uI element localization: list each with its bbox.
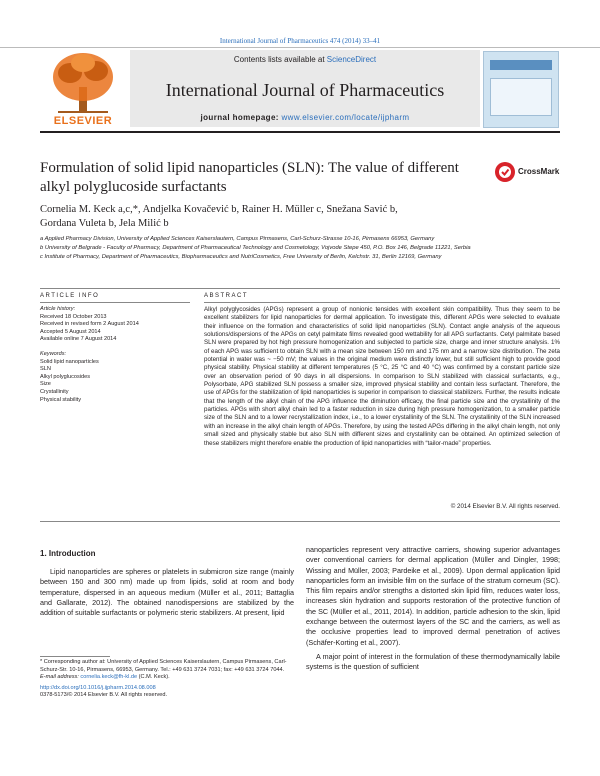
history-item: Received in revised form 2 August 2014 [40, 321, 139, 328]
crossmark-icon [494, 161, 516, 183]
keyword-item: Solid lipid nanoparticles [40, 358, 99, 365]
affiliation-c: c Institute of Pharmacy, Department of Pharmaceutics, Biopharmaceutics and NutriCosmetics, Free University of Berlin, Kelchstr. 31, Berlin 12169, Germany [40, 254, 442, 260]
sciencedirect-link[interactable]: ScienceDirect [326, 55, 377, 64]
history-item: Received 18 October 2013 [40, 313, 107, 320]
journal-homepage [130, 113, 480, 122]
journal-citation[interactable]: International Journal of Pharmaceutics 474 (2014) 33–41 [219, 37, 381, 45]
email-suffix: (C.M. Keck). [137, 674, 170, 681]
abstract-heading: ABSTRACT [204, 293, 249, 299]
doi-link[interactable]: http://dx.doi.org/10.1016/j.ijpharm.2014.08.008 [40, 684, 156, 691]
corresponding-author-note: * Corresponding author at: University of Applied Sciences Kaiserslautern, Campus Pirmasens, Carl-Schurz-Str. 10-16, Pirmasens, 66953, Germany. Tel.: +49 631 3724 7031; fax: +49 631 3724 7044. [40, 659, 287, 673]
abstract-text: Alkyl polyglycosides (APGs) represent a group of nonionic tensides with excellent skin compatibility. Thus they seem to be excellent stabilizers for lipid nanoparticles for dermal application. To investigate this, different APGs were selected to evaluate their influence on the formation and characteristics of solid lipid nanoparticles (SLN). Contact angle analysis of the aqueous solutions/dispersions of the APGs on cetyl palmitate films revealed good wettability for all APG surfactants. Cetyl palmitate based SLN were prepared by hot high pressure homogenization and subjected to particle size, charge and inner structure analysis. 1% of each APG was sufficient to obtain SLN with a mean size between 150 nm and 175 nm and a narrow size distribution. The zeta potential in water was ~ −50 mV; the values in the original medium were distinctly lower, but still sufficient high to provide good physical stability. Physical stability at different temperatures (5 °C, 25 °C and 40 °C) was confirmed by a constant particle size over an observation period of 90 days in all dispersions. In comparison to SLN stabilized with classical surfactants, e.g., Polysorbate, APG stabilized SLN possess a smaller size, improved physical stability and contain less surfactant. Therefore, the use of APGs for the stabilization of lipid nanoparticles is superior in comparison to classical stabilizers. Further, the results indicate that the length of the alkyl chain of the APG influence the diminution efficacy, the final particle size and the crystallinity of the particles. APGs with short alkyl chain led to a faster reduction in size during high pressure homogenization, to a smaller particle size of the SLN and to a lower recrystallization index, i.e., to a lower crystallinity of the SLN. The crystallinity of the SLN increased with an increase in the alkyl chain length of APGs. Therefore, by using the tested APGs differing in the alkyl chain length, not only small sized and physically stable but also SLN with different sizes and crystallinity can be obtained. An optimized selection of these stabilizers might therefore enable the production of lipid nanoparticles with “tailor-made” properties. [204, 306, 560, 447]
cover-art [490, 78, 552, 116]
history-item: Available online 7 August 2014 [40, 336, 117, 343]
body-column-left [40, 567, 294, 618]
journal-title: International Journal of Pharmaceutics [165, 80, 445, 100]
header-top-rule [0, 47, 600, 48]
article-info-heading: ARTICLE INFO [40, 293, 100, 299]
elsevier-wordmark: ELSEVIER [53, 115, 113, 127]
intro-paragraph-2: A major point of interest in the formulation of these thermodynamically labile systems is the question of sufficient [306, 651, 560, 672]
authors-line-2: Gordana Vuleta b, Jela Milić b [40, 218, 169, 229]
affiliation-a: a Applied Pharmacy Division, University of Applied Sciences Kaiserslautern, Campus Pirmasens, Carl-Schurz-Strasse 10-16, Pirmasens 66953, Germany [40, 236, 435, 242]
article-info-rule [40, 302, 190, 303]
intro-paragraph-1: Lipid nanoparticles are spheres or platelets in submicron size range (mainly between 150 and 300 nm) made up from lipids, solid at room and body temperature, dispersed in an aqueous medium (Müller et al., 2011; Battaglia and Gallarate, 2012). The obtained nanodispersions are stabilized by the addition of suitable surfactants or polymeric steric stabilizers. At present, lipid [40, 567, 294, 618]
article-info [40, 306, 190, 404]
abstract-copyright: © 2014 Elsevier B.V. All rights reserved. [450, 503, 560, 510]
footnote [40, 659, 294, 700]
keyword-item: Size [40, 381, 51, 388]
introduction-heading: 1. Introduction [40, 549, 96, 558]
keyword-item: Physical stability [40, 396, 82, 403]
keyword-item: SLN [40, 366, 51, 373]
intro-paragraph-1-cont: nanoparticles represent very attractive carriers, showing superior advantages over conventional carriers for dermal application (Müller and Dingler, 1998; Wissing and Müller, 2003; Pardeike et al., 2009). Upon dermal application lipid nanoparticles form an invisible film on the surface of the stratum corneum (SC). This film repairs and/or strengths a distorted skin lipid film, reduces water loss, increases skin hydration and supports restoration of the protective function of the SC (Müller et al., 2011, 2014). In addition, particle adhesion to the skin, lipid exchange between the outermost layers of the SC and the carriers, as well as the occlusive properties lead to improved dermal penetration of actives (Schäfer-Korting et al., 2007). [306, 545, 560, 647]
body-rule [40, 521, 560, 522]
email-link[interactable]: cornelia.keck@fh-kl.de [80, 674, 138, 681]
history-label: Article history: [40, 306, 76, 312]
keyword-item: Alkyl polyglucosides [40, 373, 91, 380]
affiliation-b: b University of Belgrade - Faculty of Pharmacy, Department of Pharmaceutical Technology and Cosmetology, Vojvode Stepe 450, P.O. Box 146, Belgrade 11221, Serbia [40, 245, 471, 251]
email-label: E-mail address: [40, 674, 81, 681]
contents-line [130, 55, 480, 64]
body-column-right [306, 545, 560, 673]
crossmark-label: CrossMark [518, 167, 560, 176]
keyword-item: Crystallinity [40, 388, 69, 395]
keywords-label: Keywords: [40, 350, 67, 357]
cover-title-band [490, 60, 552, 70]
homepage-label: journal homepage: [200, 113, 282, 122]
email-line [40, 674, 294, 682]
header-bottom-rule [40, 131, 560, 133]
issn-line: 0378-5173/© 2014 Elsevier B.V. All rights reserved. [40, 692, 168, 699]
abstract-rule [204, 302, 560, 303]
history-item: Accepted 5 August 2014 [40, 328, 101, 335]
authors-line-1: Cornelia M. Keck a,c,*, Andjelka Kovačević b, Rainer H. Müller c, Snežana Savić b, [40, 204, 398, 215]
crossmark-badge[interactable] [494, 161, 560, 183]
homepage-link[interactable]: www.elsevier.com/locate/ijpharm [281, 113, 410, 122]
author-list [40, 203, 480, 231]
journal-cover-image [483, 51, 559, 128]
contents-prefix: Contents lists available at [233, 55, 327, 64]
affiliations [40, 235, 550, 262]
section-rule [40, 288, 560, 289]
article-title: Formulation of solid lipid nanoparticles (SLN): The value of different alkyl polyglucoside surfactants [40, 160, 459, 195]
footnote-rule [40, 656, 110, 657]
